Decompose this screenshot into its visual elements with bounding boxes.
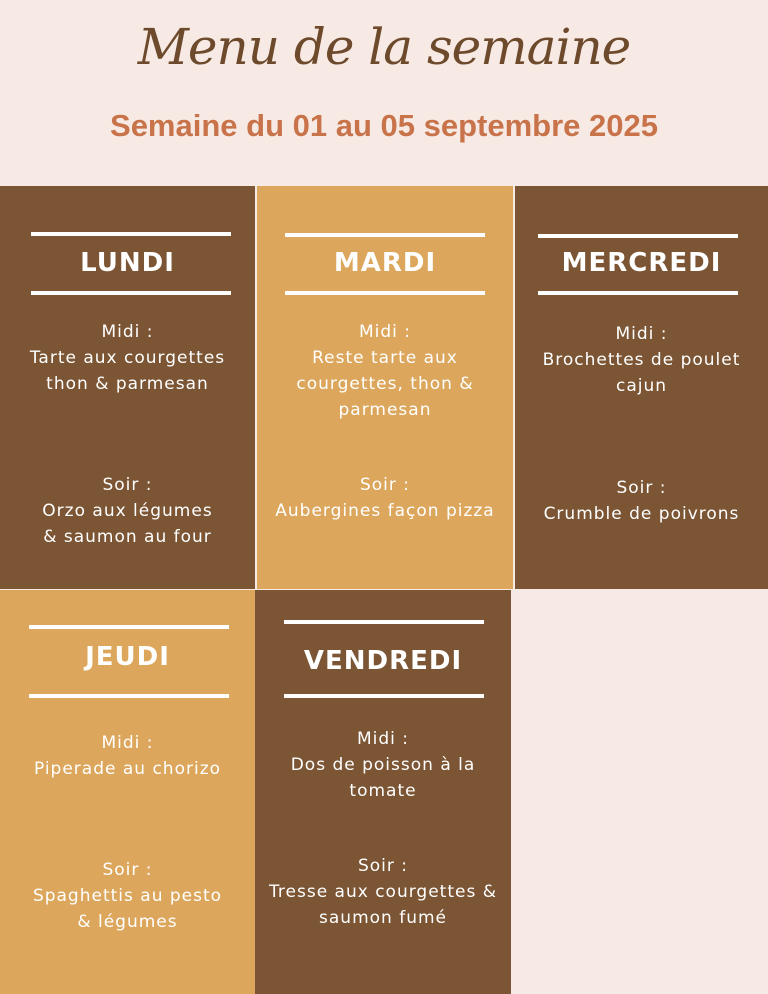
day-card-mardi (257, 186, 513, 589)
dinner-label: Soir : (102, 475, 153, 495)
lunch-block (0, 319, 255, 397)
lunch-block (515, 321, 768, 399)
lunch-label: Midi : (101, 322, 154, 342)
divider-bottom (29, 694, 229, 698)
lunch-dish: Tarte aux courgettes thon & parmesan (29, 348, 226, 394)
page-title: Menu de la semaine (137, 18, 631, 76)
divider-bottom (31, 291, 231, 295)
divider-top (538, 234, 738, 238)
lunch-block (0, 730, 255, 782)
day-name: VENDREDI (303, 646, 463, 676)
divider-top (29, 625, 229, 629)
day-card-mercredi (515, 186, 768, 589)
dinner-label: Soir : (616, 478, 667, 498)
divider-bottom (538, 291, 738, 295)
dinner-block (257, 472, 513, 524)
dinner-dish: Spaghettis au pesto & légumes (32, 886, 223, 932)
lunch-block (257, 319, 513, 423)
dinner-dish: Crumble de poivrons (543, 504, 740, 524)
divider-top (31, 232, 231, 236)
dinner-label: Soir : (102, 860, 153, 880)
day-name: JEUDI (85, 642, 170, 672)
lunch-dish: Dos de poisson à la tomate (290, 755, 476, 801)
week-subtitle: Semaine du 01 au 05 septembre 2025 (110, 108, 658, 143)
lunch-label: Midi : (358, 322, 412, 342)
day-card-vendredi (255, 590, 511, 994)
lunch-dish: Reste tarte aux courgettes, thon & parmesan (296, 348, 474, 420)
dinner-dish: Aubergines façon pizza (275, 501, 495, 521)
lunch-label: Midi : (101, 733, 154, 753)
dinner-block (255, 853, 511, 931)
dinner-block (0, 857, 255, 935)
dinner-label: Soir : (357, 856, 409, 876)
lunch-label: Midi : (356, 729, 410, 749)
lunch-dish: Brochettes de poulet cajun (542, 350, 741, 396)
dinner-label: Soir : (359, 475, 411, 495)
day-name: LUNDI (80, 248, 175, 278)
lunch-label: Midi : (615, 324, 668, 344)
dinner-block (0, 472, 255, 550)
day-card-lundi (0, 186, 255, 589)
dinner-dish: Tresse aux courgettes & saumon fumé (269, 882, 497, 928)
divider-top (284, 620, 484, 624)
day-name: MARDI (333, 248, 437, 278)
divider-bottom (285, 291, 485, 295)
day-name: MERCREDI (561, 248, 722, 278)
dinner-block (515, 475, 768, 527)
day-card-jeudi (0, 590, 255, 994)
divider-bottom (284, 694, 484, 698)
lunch-block (255, 726, 511, 804)
divider-top (285, 233, 485, 237)
lunch-dish: Piperade au chorizo (33, 759, 222, 779)
dinner-dish: Orzo aux légumes & saumon au four (42, 501, 213, 547)
